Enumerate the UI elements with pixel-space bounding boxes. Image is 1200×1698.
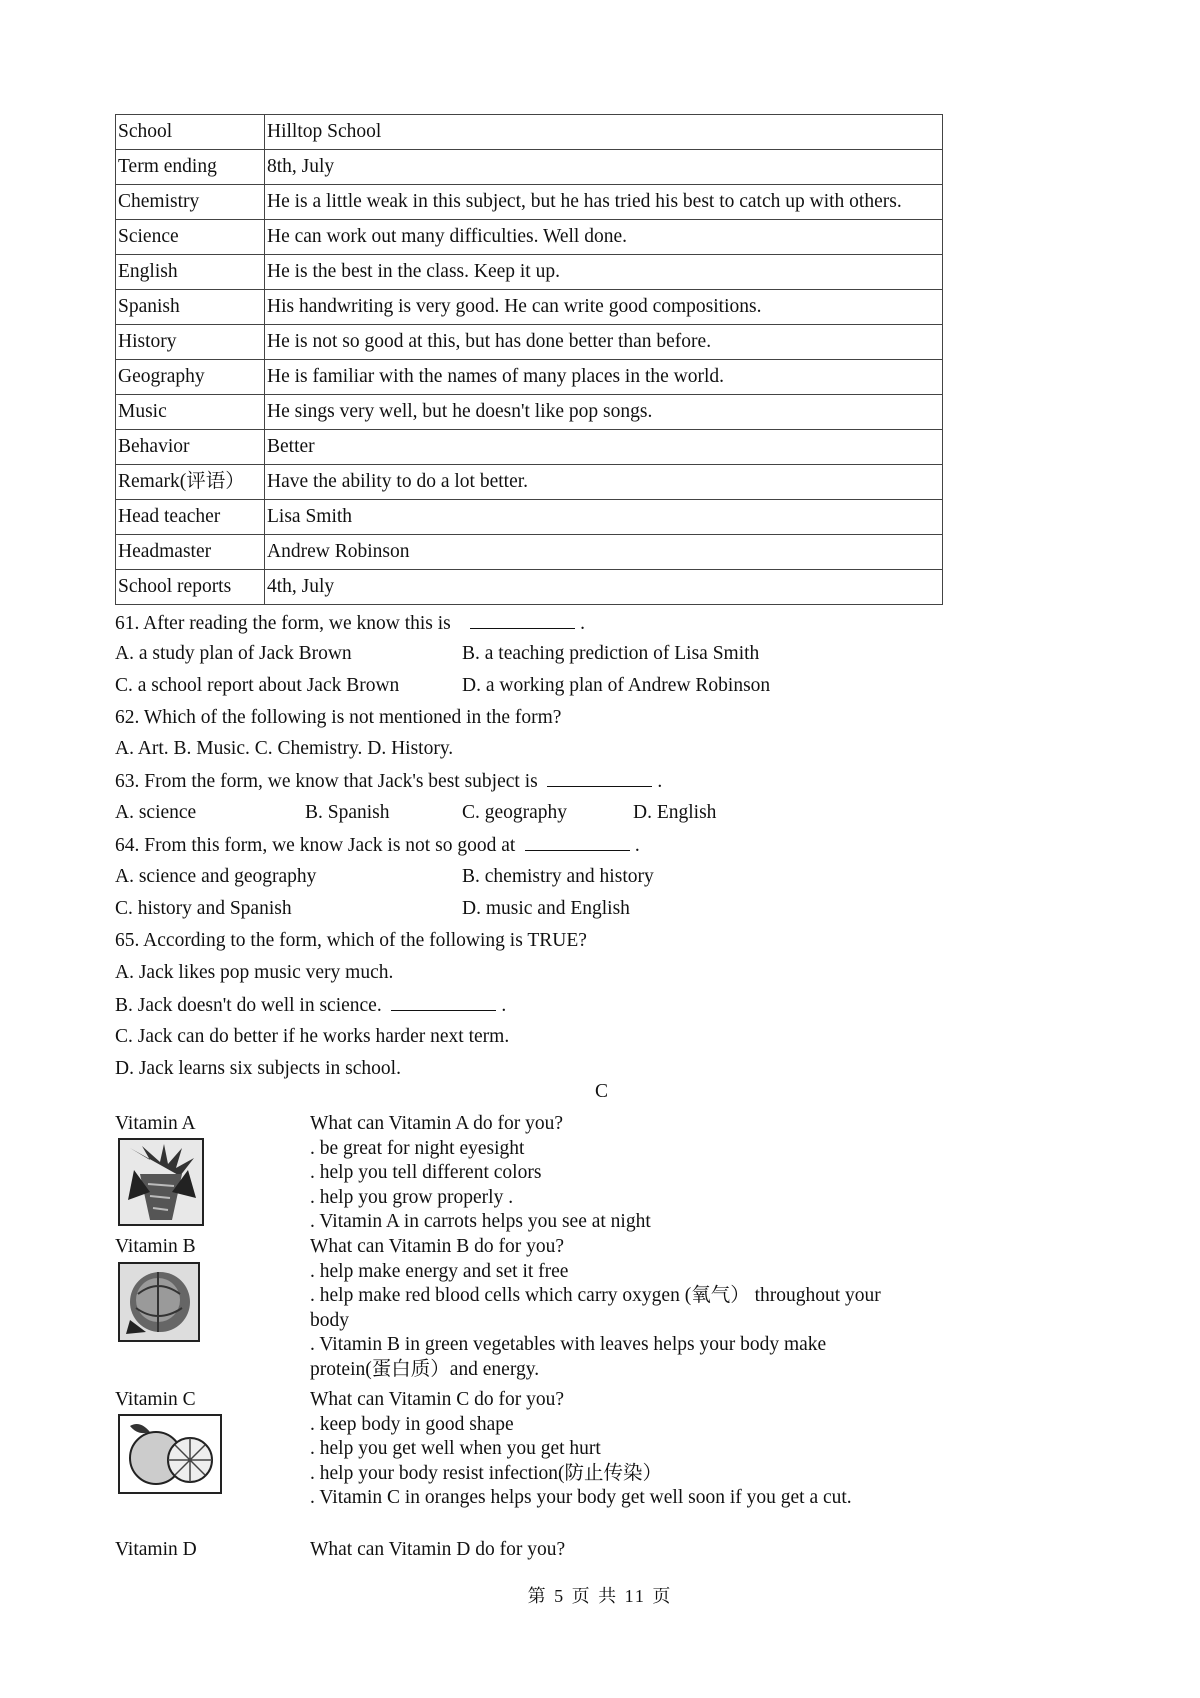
row-value: 4th, July [265, 570, 943, 605]
table-row [116, 290, 943, 325]
row-label: History [116, 325, 265, 360]
vitamin-b-point: . help make red blood cells which carry oxygen (氧气） throughout your body [310, 1285, 881, 1331]
vitamin-b-text [310, 1235, 910, 1382]
q65-option-c: C. Jack can do better if he works harder next term. [115, 1026, 510, 1047]
orange-icon [118, 1414, 222, 1494]
q61-option-d: D. a working plan of Andrew Robinson [462, 675, 771, 696]
vitamin-a-point: . Vitamin A in carrots helps you see at night [310, 1211, 651, 1232]
q64-option-d: D. music and English [462, 898, 630, 919]
table-row [116, 430, 943, 465]
vitamin-c-question: What can Vitamin C do for you? [310, 1389, 565, 1410]
table-row [116, 255, 943, 290]
cabbage-icon [118, 1262, 200, 1342]
question-61: 61. After reading the form, we know this is . [115, 610, 585, 637]
table-row [116, 325, 943, 360]
table-row [116, 395, 943, 430]
table-row [116, 360, 943, 395]
vitamin-a-question: What can Vitamin A do for you? [310, 1113, 563, 1134]
vitamin-a-point: . be great for night eyesight [310, 1137, 525, 1159]
vitamin-d-name: Vitamin D [115, 1539, 197, 1560]
vitamin-c-point: . Vitamin C in oranges helps your body get well soon if you get a cut. [310, 1487, 852, 1508]
row-label: Spanish [116, 290, 265, 325]
question-63: 63. From the form, we know that Jack's best subject is . [115, 768, 662, 795]
row-value: Better [265, 430, 943, 465]
q62-options: A. Art. B. Music. C. Chemistry. D. History. [115, 738, 454, 759]
vitamin-b-point: . help make energy and set it free [310, 1260, 569, 1282]
vitamin-b-question: What can Vitamin B do for you? [310, 1236, 565, 1257]
vitamin-c-point: . help you get well when you get hurt [310, 1438, 601, 1459]
answer-blank [525, 832, 630, 851]
answer-blank [470, 610, 575, 629]
q64-option-b: B. chemistry and history [462, 866, 654, 887]
row-value: Andrew Robinson [265, 535, 943, 570]
table-row [116, 570, 943, 605]
table-row [116, 220, 943, 255]
q63-option-d: D. English [633, 802, 717, 823]
vitamin-c-text [310, 1388, 910, 1511]
vitamin-d-text [310, 1538, 910, 1563]
row-label: Head teacher [116, 500, 265, 535]
row-value: He is not so good at this, but has done better than before. [265, 325, 943, 360]
q63-option-c: C. geography [462, 802, 568, 823]
q64-option-c: C. history and Spanish [115, 898, 292, 919]
row-value: 8th, July [265, 150, 943, 185]
vitamin-b-point: . Vitamin B in green vegetables with leaves helps your body make protein(蛋白质）and energy. [310, 1334, 827, 1380]
page-footer: 第 5 页 共 11 页 [527, 1586, 673, 1606]
row-label: Remark(评语） [116, 465, 265, 500]
row-value: Hilltop School [265, 115, 943, 150]
question-65: 65. According to the form, which of the following is TRUE? [115, 930, 587, 951]
q63-option-a: A. science [115, 802, 197, 823]
vitamin-c-point: . keep body in good shape [310, 1413, 514, 1435]
table-row [116, 115, 943, 150]
row-value: He sings very well, but he doesn't like pop songs. [265, 395, 943, 430]
section-heading: C [595, 1081, 609, 1102]
q61-option-c: C. a school report about Jack Brown [115, 675, 400, 696]
row-value: He is a little weak in this subject, but he has tried his best to catch up with others. [265, 185, 943, 220]
row-label: Chemistry [116, 185, 265, 220]
row-label: Term ending [116, 150, 265, 185]
q65-option-d: D. Jack learns six subjects in school. [115, 1058, 401, 1079]
row-value: He is the best in the class. Keep it up. [265, 255, 943, 290]
vitamin-c-point: . help your body resist infection(防止传染） [310, 1462, 663, 1484]
table-row [116, 465, 943, 500]
row-label: School [116, 115, 265, 150]
table-row [116, 500, 943, 535]
carrot-icon [118, 1138, 204, 1226]
row-label: Music [116, 395, 265, 430]
vitamin-a-point: . help you tell different colors [310, 1162, 542, 1183]
vitamin-b-name: Vitamin B [115, 1236, 196, 1257]
answer-blank [547, 768, 652, 787]
vitamin-a-name: Vitamin A [115, 1113, 196, 1134]
row-label: English [116, 255, 265, 290]
q63-option-b: B. Spanish [305, 802, 390, 823]
vitamin-d-question: What can Vitamin D do for you? [310, 1539, 566, 1560]
question-64: 64. From this form, we know Jack is not so good at . [115, 832, 640, 859]
vitamin-a-point: . help you grow properly . [310, 1186, 514, 1208]
q65-option-b: B. Jack doesn't do well in science. . [115, 992, 506, 1019]
row-label: Geography [116, 360, 265, 395]
row-value: Lisa Smith [265, 500, 943, 535]
table-row [116, 150, 943, 185]
row-value: His handwriting is very good. He can write good compositions. [265, 290, 943, 325]
table-row [116, 185, 943, 220]
question-62: 62. Which of the following is not mentioned in the form? [115, 707, 562, 728]
vitamin-a-text [310, 1112, 910, 1235]
row-value: He can work out many difficulties. Well done. [265, 220, 943, 255]
q65-option-a: A. Jack likes pop music very much. [115, 962, 394, 983]
row-label: Science [116, 220, 265, 255]
table-row [116, 535, 943, 570]
school-report-table [115, 114, 943, 605]
q61-option-a: A. a study plan of Jack Brown [115, 643, 352, 664]
row-value: He is familiar with the names of many places in the world. [265, 360, 943, 395]
vitamin-c-name: Vitamin C [115, 1389, 196, 1410]
row-label: School reports [116, 570, 265, 605]
answer-blank [391, 992, 496, 1011]
q64-option-a: A. science and geography [115, 866, 317, 887]
row-label: Behavior [116, 430, 265, 465]
q61-option-b: B. a teaching prediction of Lisa Smith [462, 643, 760, 664]
row-value: Have the ability to do a lot better. [265, 465, 943, 500]
row-label: Headmaster [116, 535, 265, 570]
